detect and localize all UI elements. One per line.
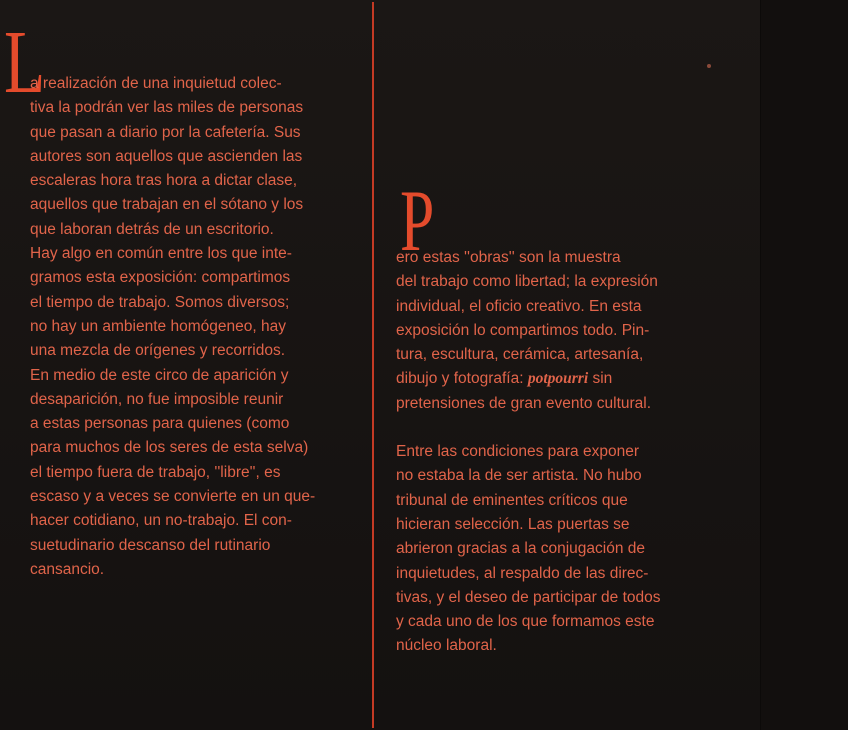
right-paragraph-1 bbox=[396, 246, 730, 416]
dropcap-left: L bbox=[4, 13, 46, 112]
page-edge-strip bbox=[760, 0, 848, 730]
dropcap-right: P bbox=[400, 173, 435, 270]
right-paragraph-2: Entre las condiciones para exponer no estaba la de ser artista. No hubo tribunal de eminentes críticos que hicieran selección. Las puertas se abrieron gracias a la conjugación de inquietudes, al respaldo de las direc- tivas, y el deseo de participar de todos y cada uno de los que formamos este núcleo laboral. bbox=[396, 443, 661, 655]
left-paragraph: a realización de una inquietud colec- tiva la podrán ver las miles de personas que pasan a diario por la cafetería. Sus autores son aquellos que ascienden las escaleras hora tras hora a dictar clase, aquellos que trabajan en el sótano y los que laboran detrás de un escritorio. Hay algo en común entre los que inte- gramos esta exposición: compartimos el tiempo de trabajo. Somos diversos; no hay un ambiente homógeneo, hay una mezcla de orígenes y recorridos. En medio de este circo de aparición y desaparición, no fue imposible reunir a estas personas para quienes (como para muchos de los seres de esta selva) el tiempo fuera de trabajo, ''libre'', es escaso y a veces se convierte en un que- hacer cotidiano, un no-trabajo. El con- suetudinario descanso del rutinario cansancio. bbox=[30, 75, 316, 578]
column-divider bbox=[372, 2, 374, 728]
right-column bbox=[396, 246, 730, 659]
right-paragraph-1-end: sin pretensiones de gran evento cultural. bbox=[396, 370, 652, 412]
right-paragraph-1-text: ero estas ''obras'' son la muestra del trabajo como libertad; la expresión individual, el oficio creativo. En esta exposición lo compartimos todo. Pin- tura, escultura, cerámica, artesanía, dibujo y fotografía: bbox=[396, 249, 658, 388]
paper-speck bbox=[707, 64, 711, 68]
potpourri-italic: potpourri bbox=[527, 370, 589, 388]
left-column bbox=[30, 72, 355, 582]
